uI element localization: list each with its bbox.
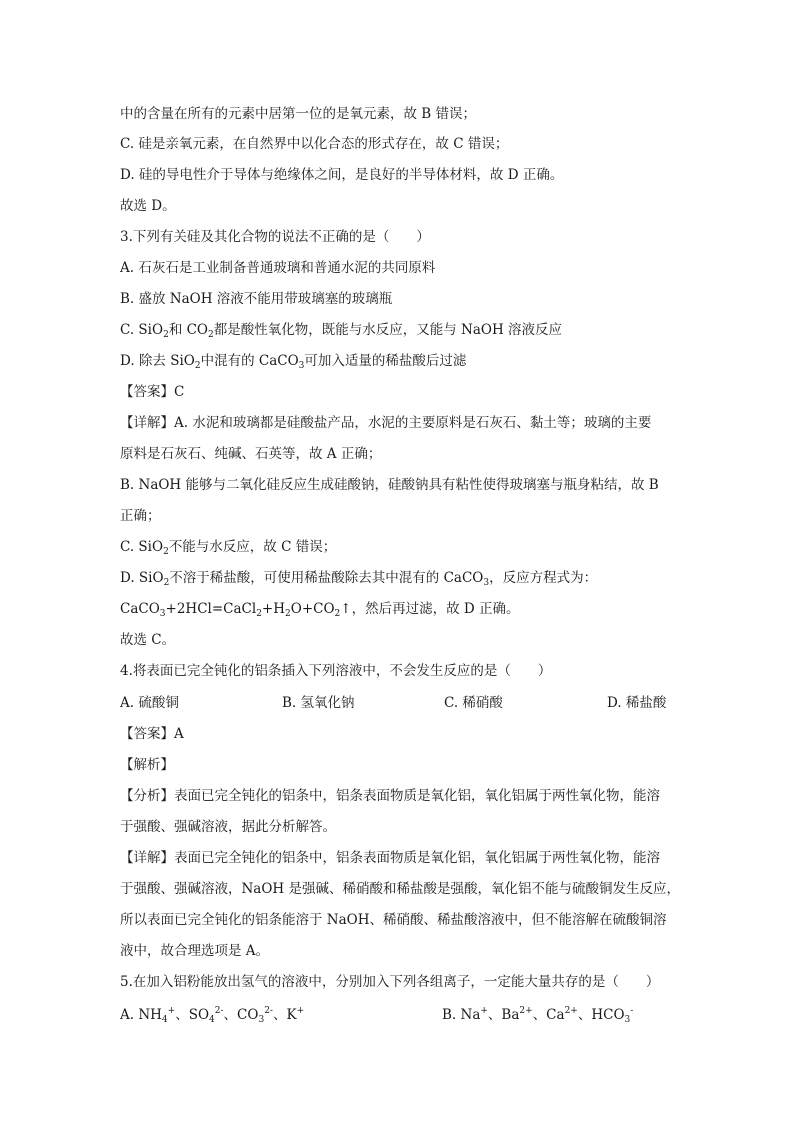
text-line: 【详解】表面已完全钝化的铝条中，铝条表面物质是氧化铝，氧化铝属于两性氧化物，能溶: [120, 850, 660, 866]
subscript: 2: [163, 547, 169, 557]
text-line: 于强酸、强碱溶液，据此分析解答。: [120, 819, 336, 835]
text-line: D. 硅的导电性介于导体与绝缘体之间，是良好的半导体材料，故 D 正确。: [120, 167, 564, 183]
subscript: 3: [298, 361, 305, 371]
text-line: 于强酸、强碱溶液，NaOH 是强碱、稀硝酸和稀盐酸是强酸，氧化铝不能与硫酸铜发生反应，: [120, 881, 680, 897]
superscript: +: [296, 1006, 305, 1016]
subscript: 2: [163, 330, 169, 340]
text-run: C. SiO: [120, 322, 164, 338]
subscript: 2: [256, 609, 262, 619]
answer-label: 【答案】C: [120, 384, 185, 400]
subscript: 2: [208, 330, 214, 340]
question-5-option-a: [120, 1005, 304, 1025]
subscript: 2: [163, 578, 170, 588]
text-line: [120, 568, 680, 588]
subscript: 2: [334, 609, 341, 619]
text-line: 原料是石灰石、纯碱、石英等，故 A 正确；: [120, 446, 382, 462]
text-run: 、CO: [223, 1007, 259, 1023]
text-line: 【详解】A. 水泥和玻璃都是硅酸盐产品，水泥的主要原料是石灰石、黏土等；玻璃的主要: [120, 415, 652, 431]
superscript: 2-: [214, 1006, 224, 1016]
superscript: 2+: [564, 1006, 578, 1016]
chemical-equation: [120, 599, 680, 619]
subscript: 3: [159, 609, 166, 619]
question-4-option-c: C. 稀硝酸: [444, 695, 503, 711]
text-run: CaCO: [120, 601, 160, 617]
subscript: 3: [624, 1015, 631, 1025]
analysis-label: 【解析】: [120, 757, 174, 773]
text-run: 、K: [272, 1007, 297, 1023]
superscript: 2+: [519, 1006, 533, 1016]
text-run: C. SiO: [120, 539, 164, 555]
text-run: 不溶于稀盐酸，可使用稀盐酸除去其中混有的 CaCO: [169, 570, 484, 586]
text-run: 、Ba: [487, 1007, 520, 1023]
text-line: 故选 C。: [120, 632, 176, 648]
text-line: C. 硅是亲氧元素，在自然界中以化合态的形式存在，故 C 错误；: [120, 136, 509, 152]
text-run: A. NH: [120, 1007, 162, 1023]
text-line: [120, 537, 680, 557]
question-3-option-d: [120, 351, 680, 371]
text-line: 故选 D。: [120, 198, 176, 214]
text-run: B. Na: [442, 1007, 481, 1023]
question-4-option-b: B. 氢氧化钠: [282, 695, 355, 711]
subscript: 3: [258, 1015, 265, 1025]
superscript: +: [167, 1006, 176, 1016]
text-run: ，反应方程式为：: [489, 570, 598, 586]
text-line: 液中，故合理选项是 A。: [120, 943, 270, 959]
question-3-option-b: B. 盛放 NaOH 溶液不能用带玻璃塞的玻璃瓶: [120, 291, 393, 307]
text-run: 可加入适量的稀盐酸后过滤: [304, 353, 467, 369]
question-4-stem: 4.将表面已完全钝化的铝条插入下列溶液中，不会发生反应的是（ ）: [120, 663, 552, 679]
superscript: -: [630, 1006, 634, 1016]
subscript: 2: [194, 361, 201, 371]
question-4-option-d: D. 稀盐酸: [607, 695, 667, 711]
superscript: +: [480, 1006, 488, 1016]
text-line: 中的含量在所有的元素中居第一位的是氧元素，故 B 错误；: [120, 106, 477, 122]
text-run: D. SiO: [120, 570, 164, 586]
subscript: 4: [209, 1015, 215, 1025]
text-run: ↑，然后再过滤，故 D 正确。: [340, 601, 520, 617]
question-4-options: [120, 693, 680, 713]
text-run: 中混有的 CaCO: [200, 353, 299, 369]
text-run: +H: [261, 601, 286, 617]
question-3-stem: 3.下列有关硅及其化合物的说法不正确的是（ ）: [120, 229, 430, 245]
text-run: 都是酸性氧化物，既能与水反应，又能与 NaOH 溶液反应: [213, 322, 563, 338]
text-line: 正确；: [120, 508, 161, 524]
text-run: 不能与水反应，故 C 错误；: [168, 539, 337, 555]
subscript: 3: [483, 578, 490, 588]
text-run: 和 CO: [168, 322, 209, 338]
question-3-option-a: A. 石灰石是工业制备普通玻璃和普通水泥的共同原料: [120, 260, 436, 276]
text-line: B. NaOH 能够与二氧化硅反应生成硅酸钠，硅酸钠具有粘性使得玻璃塞与瓶身粘结，故 B: [120, 477, 659, 493]
superscript: 2-: [264, 1006, 273, 1016]
text-line: 所以表面已完全钝化的铝条能溶于 NaOH、稀硝酸、稀盐酸溶液中，但不能溶解在硫酸铜溶: [120, 912, 667, 928]
text-run: 、SO: [175, 1007, 210, 1023]
question-5-stem: 5.在加入铝粉能放出氢气的溶液中，分别加入下列各组离子，一定能大量共存的是（ ）: [120, 974, 660, 990]
subscript: 2: [285, 609, 291, 619]
text-run: 、HCO: [577, 1007, 625, 1023]
question-5-options: [120, 1005, 680, 1025]
answer-label: 【答案】A: [120, 726, 184, 742]
question-3-option-c: [120, 320, 680, 340]
question-4-option-a: A. 硫酸铜: [120, 695, 179, 711]
subscript: 4: [161, 1015, 168, 1025]
text-line: 【分析】表面已完全钝化的铝条中，铝条表面物质是氧化铝，氧化铝属于两性氧化物，能溶: [120, 788, 660, 804]
text-run: D. 除去 SiO: [120, 353, 195, 369]
question-5-option-b: [442, 1005, 633, 1025]
text-run: O+CO: [290, 601, 335, 617]
text-run: 、Ca: [532, 1007, 565, 1023]
text-run: +2HCl=CaCl: [165, 601, 257, 617]
